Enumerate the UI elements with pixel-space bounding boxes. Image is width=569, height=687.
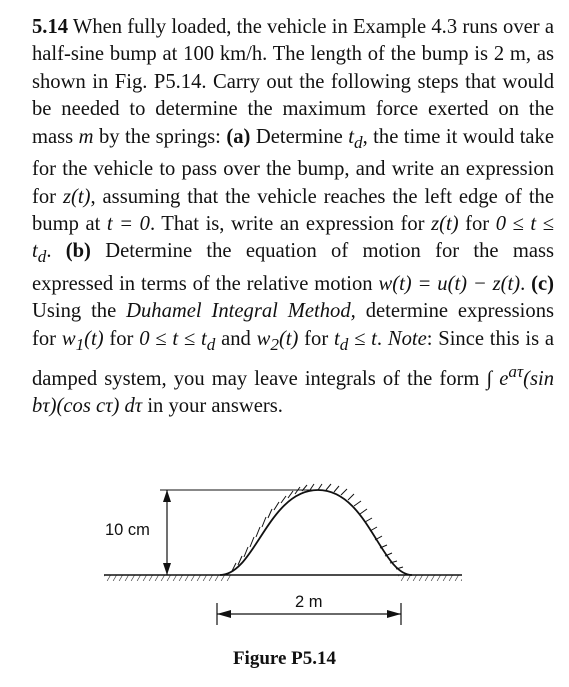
ground-hatch-left xyxy=(104,575,232,581)
figure-caption: Figure P5.14 xyxy=(232,648,337,669)
height-label: 10 cm xyxy=(105,521,150,539)
problem-number: 5.14 xyxy=(32,16,69,38)
part-a-label: (a) xyxy=(226,125,251,148)
part-a-text-5: for xyxy=(465,212,490,235)
part-c-text-5: for xyxy=(304,327,329,350)
z-of-t-2: z(t) xyxy=(431,212,459,235)
length-arrow-left xyxy=(217,610,231,618)
problem-intro-end: by the springs: xyxy=(99,125,221,148)
time-range-2: $0 \le t \le t_d$ xyxy=(139,327,216,354)
time-range-1: $0 \le t \le t_d$ xyxy=(32,212,554,267)
part-b-label: (b) xyxy=(65,240,91,263)
half-sine-bump xyxy=(220,490,412,575)
note-label: Note xyxy=(387,327,427,350)
part-a-text-4: . That is, write an expression for xyxy=(149,212,425,235)
t-equals-zero: t = 0 xyxy=(106,212,150,235)
problem-statement: 5.14 When fully loaded, the vehicle in Example 4.3 runs over a half-sine bump at 100 km/h. The length of the bump is 2 m, as shown in Fig. P5.14. Carry out the following steps that would be needed to determine the maximum force exerted on the mass m by the springs: (a) Determine $t_d$, the time it would take for the vehicle to pass over the bump, and write an expression for z(t), assuming that the vehicle reaches the left edge of the bump at t = 0. That is, write an expression for z(t) for $0 \le t \le t_d$. (b) Determine the equation of motion for the mass expressed in terms of the relative motion w(t) = u(t) − z(t). (c) Using the Duhamel Integral Method, determine expressions for $w_1(t)$ for $0 \le t \le t_d$ and $w_2(t)$ for $t_d \le t$. Note: Since this is a damped system, you may leave integrals of the form ∫ $e^{a\tau}(\sin$ bτ)(cos cτ) dτ in your answers. xyxy=(32,16,555,418)
w1-symbol: $w_1(t)$ xyxy=(61,327,104,354)
length-label: 2 m xyxy=(295,593,323,611)
part-c-label: (c) xyxy=(531,272,555,295)
height-arrow-top xyxy=(163,490,171,502)
time-range-3: $t_d \le t$ xyxy=(333,327,377,354)
bump-hatch xyxy=(232,484,403,571)
mass-symbol: m xyxy=(78,125,94,148)
relative-motion-def: w(t) = u(t) − z(t) xyxy=(378,272,521,295)
part-c-text-2: determine expressions for xyxy=(32,300,555,350)
part-a-text: Determine xyxy=(255,125,343,148)
duhamel-method: Duhamel Integral Method, xyxy=(126,300,356,323)
note-text: : Since this is a damped system, you may leave integrals of the form xyxy=(32,327,555,391)
part-c-text-4: and xyxy=(221,327,251,350)
part-c-text-3: for xyxy=(109,327,134,350)
integral-form: ∫ $e^{a\tau}(\sin$ bτ)(cos cτ) dτ xyxy=(32,362,554,418)
problem-intro: When fully loaded, the vehicle in Example 4.3 runs over a half-sine bump at 100 km/h. The length of the bump is 2 m, as shown in Fig. P5.14. Carry out the following steps that would be needed to determine the maximum force exerted on the mass xyxy=(32,16,554,148)
z-of-t: z(t) xyxy=(62,185,91,208)
part-a-text-2: , the time it would take for the vehicle to pass over the bump, and write an expression for xyxy=(32,125,554,208)
part-c-text: Using the xyxy=(32,300,117,323)
w2-symbol: $w_2(t)$ xyxy=(256,327,299,354)
note-end: in your answers. xyxy=(147,395,283,418)
part-b-text: Determine the equation of motion for the mass expressed in terms of the relative motion xyxy=(32,240,555,295)
part-a-text-3: , assuming that the vehicle reaches the left edge of the bump at xyxy=(32,185,554,235)
td-symbol: $t_d$ xyxy=(348,125,363,152)
height-arrow-bottom xyxy=(163,563,171,575)
length-arrow-right xyxy=(387,610,401,618)
ground-hatch-right xyxy=(398,575,462,581)
